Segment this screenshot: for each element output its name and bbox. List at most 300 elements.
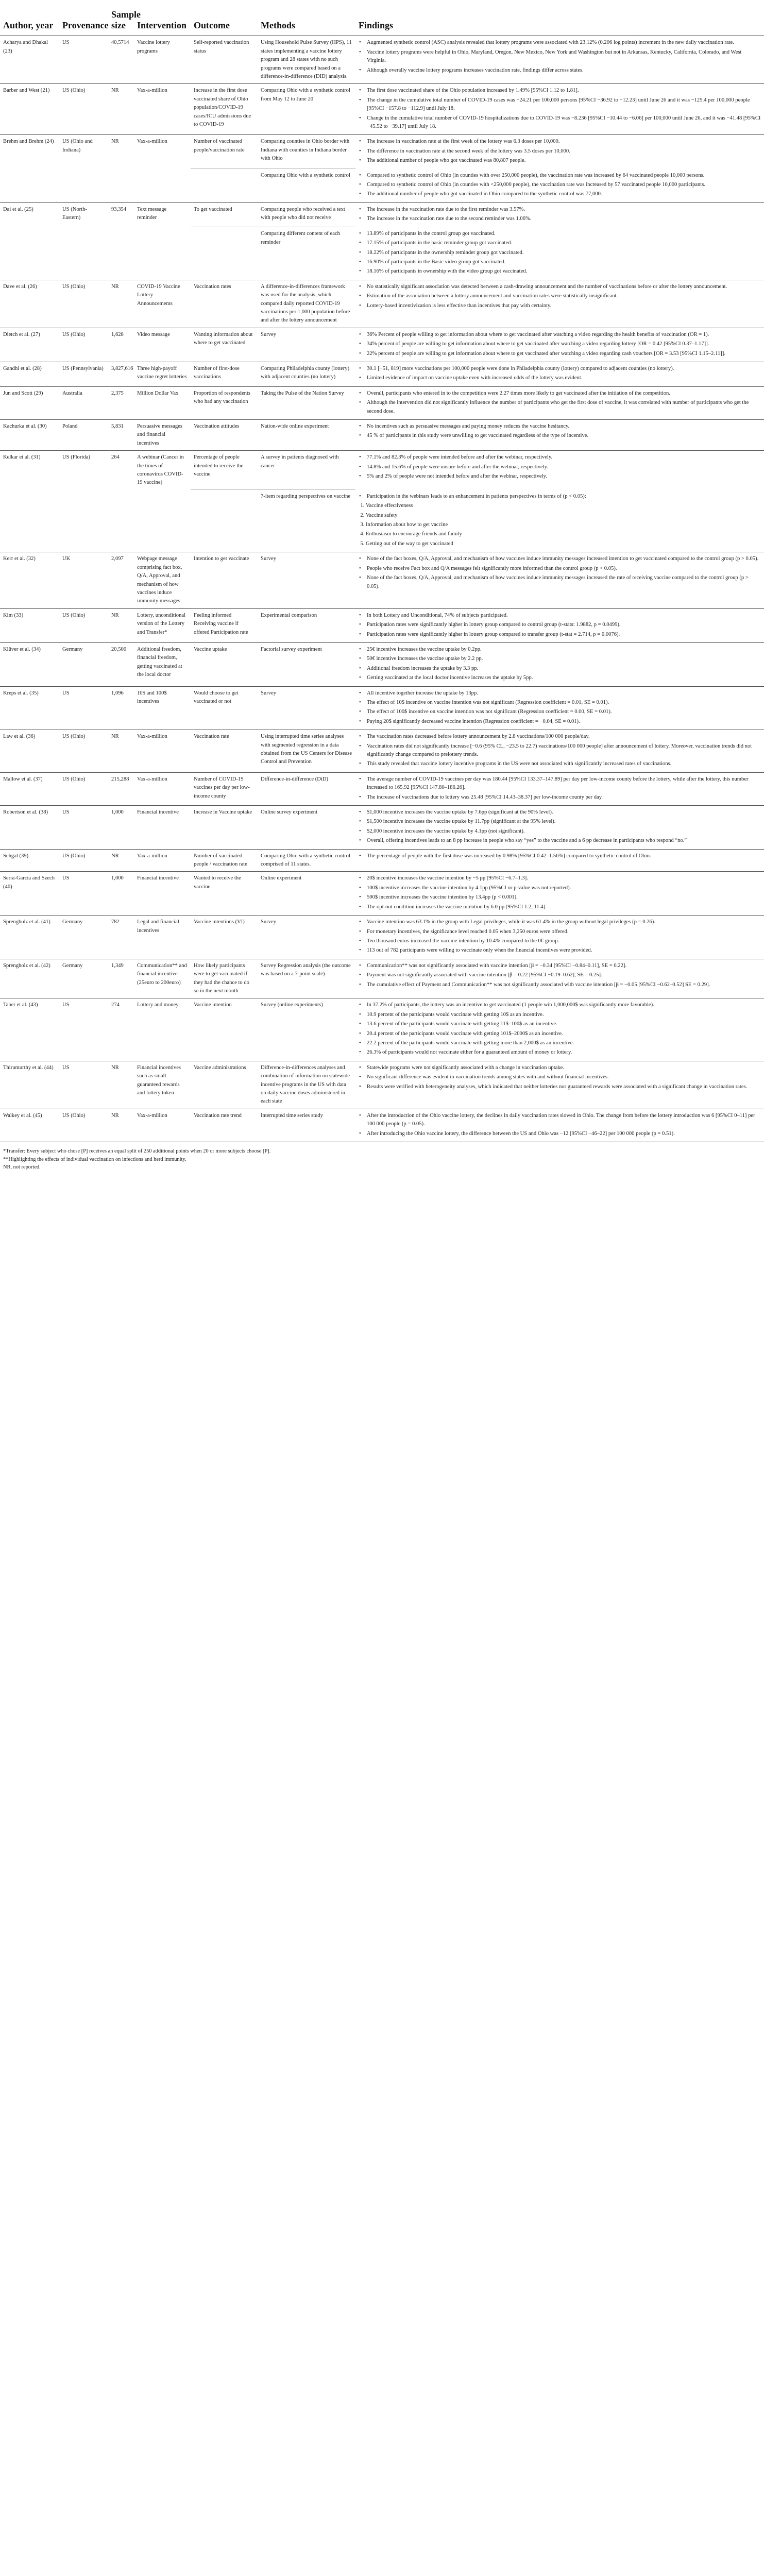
finding-item: • The additional number of people who got vaccinated was 80,807 people. [365, 157, 761, 165]
cell-author: Kachurka et al. (30) [0, 420, 59, 451]
finding-item: • 25€ incentive increases the vaccine uptake by 0.2pp. [365, 646, 761, 654]
cell-sample-size: NR [108, 84, 134, 135]
cell-author: Sprengholz et al. (42) [0, 959, 59, 998]
cell-sample-size: 2,097 [108, 552, 134, 608]
findings-list [359, 962, 761, 989]
cell-author: Dave et al. (26) [0, 280, 59, 328]
finding-item: • In 37.2% of participants, the lottery was an incentive to get vaccinated (1 people win 1,000,000$ was significantly more favorable). [365, 1001, 761, 1009]
finding-item: • None of the fact boxes, Q/A, Approval, and mechanism of how vaccines induce immunity messages increased intention to get vaccinated compared to the control group (p > 0.05). [365, 555, 761, 563]
finding-item: • The average number of COVID-19 vaccines per day was 180.44 [95%CI 133.37–147.89] per day per low-income county before the lottery, while after the lottery, this number increased to 165.92 [95%CI 147.80–186.26]. [365, 775, 761, 792]
cell-outcome: Number of COVID-19 vaccines per day per low-income county [191, 772, 258, 805]
finding-item: • 113 out of 782 participants were willing to vaccinate only when the financial incentives were provided. [365, 946, 761, 955]
finding-item: • 34% percent of people are willing to get information about where to get vaccinated after watching a video regarding lottery [OR = 0.42 [95%CI 0.37–1.17]]. [365, 340, 761, 348]
cell-sample-size: 93,354 [108, 202, 134, 227]
findings-list [359, 389, 761, 416]
cell-outcome: Number of vaccinated people/vaccination rate [191, 135, 258, 169]
cell-findings [355, 490, 764, 552]
findings-list [359, 775, 761, 802]
cell-methods: Using Household Pulse Survey (HPS), 11 states implementing a vaccine lottery program and 28 states with no such programs were compared based on a difference-in-difference (DID) analysis. [258, 36, 355, 84]
cell-sample-size: NR [108, 1109, 134, 1142]
finding-item: • 14.8% and 15.6% of people were unsure before and after the webinar, respectively. [365, 463, 761, 471]
finding-item: • 77.1% and 82.3% of people were intended before and after the webinar, respectively. [365, 453, 761, 462]
cell-author [0, 490, 59, 552]
cell-findings [355, 362, 764, 386]
cell-methods: Difference-in-difference (DiD) [258, 772, 355, 805]
finding-item: • Ten thousand euros increased the vaccine intention by 10.4% compared to the 0€ group. [365, 937, 761, 945]
finding-item: • Augmented synthetic control (ASC) analysis revealed that lottery programs were associated with 23.12% (0.206 log points) increment in the new daily vaccination rate. [365, 39, 761, 47]
cell-intervention: Legal and financial incentives [134, 916, 191, 959]
cell-methods: A difference-in-differences framework was used for the analysis, which compared daily reported COVID-19 vaccinations per 1,000 population before and after the lottery announcement [258, 280, 355, 328]
cell-outcome: Increase in the first dose vaccinated share of Ohio population/COVID-19 cases/ICU admissions due to COVID-19 [191, 84, 258, 135]
numbered-item: 2. Vaccine safety [366, 512, 761, 520]
cell-provenance: US [59, 806, 108, 850]
cell-provenance: US (Ohio) [59, 849, 108, 872]
finding-item: • Overall, offering incentives leads to an 8 pp increase in people who say “yes” to the vaccine and a 6 pp decrease in participants who respond “no.” [365, 837, 761, 845]
table-row [0, 84, 764, 135]
cell-outcome: Vaccine intentions (VI) [191, 916, 258, 959]
cell-author: Kerr et al. (32) [0, 552, 59, 608]
cell-sample-size [108, 227, 134, 280]
finding-item: • The cumulative effect of Payment and Communication** was not significantly associated with vaccine intention [β = −0.05 [95%CI −0.62–0.52] SE = 0.29]. [365, 981, 761, 989]
table-row [0, 608, 764, 642]
finding-item: • Participation rates were significantly higher in lottery group compared to transfer group (t-stat = 2.714, p = 0.0076). [365, 631, 761, 639]
numbered-item: 3. Information about how to get vaccine [366, 521, 761, 529]
cell-provenance [59, 227, 108, 280]
finding-item: • 17.15% of participants in the basic reminder group got vaccinated. [365, 239, 761, 247]
cell-sample-size: 1,000 [108, 872, 134, 916]
cell-methods: Survey [258, 328, 355, 362]
cell-findings [355, 552, 764, 608]
finding-item: • No incentives such as persuasive messages and paying money reduces the vaccine hesitancy. [365, 422, 761, 431]
cell-provenance: Germany [59, 916, 108, 959]
finding-item: • 500$ incentive increases the vaccine intention by 13.4pp (p < 0.001). [365, 893, 761, 902]
cell-sample-size: NR [108, 135, 134, 169]
table-row [0, 328, 764, 362]
cell-methods: Interrupted time series study [258, 1109, 355, 1142]
cell-outcome [191, 227, 258, 280]
table-row [0, 806, 764, 850]
cell-sample-size: 20,500 [108, 642, 134, 686]
cell-sample-size: NR [108, 730, 134, 773]
finding-item: • Payment was not significantly associated with vaccine intention [β = 0.22 [95%CI −0.19–0.62], SE = 0.25]. [365, 971, 761, 979]
cell-intervention: Communication** and financial incentive (25euro to 200euro) [134, 959, 191, 998]
cell-author: Serra-Garcia and Szech (40) [0, 872, 59, 916]
findings-list [359, 283, 761, 310]
cell-author: Walkey et al. (45) [0, 1109, 59, 1142]
finding-item: • Additional freedom increases the uptake by 3.3 pp. [365, 665, 761, 673]
findings-list [359, 493, 761, 501]
cell-author: Kelkar et al. (31) [0, 451, 59, 490]
cell-intervention: Vax-a-million [134, 84, 191, 135]
cell-findings [355, 608, 764, 642]
cell-author: Jun and Scott (29) [0, 386, 59, 419]
cell-findings [355, 686, 764, 730]
finding-item: • Getting vaccinated at the local doctor incentive increases the uptake by 5pp. [365, 674, 761, 682]
cell-findings [355, 959, 764, 998]
findings-list [359, 852, 761, 860]
cell-author: Law et al. (36) [0, 730, 59, 773]
cell-findings [355, 998, 764, 1061]
cell-sample-size: 274 [108, 998, 134, 1061]
cell-sample-size: 3,827,616 [108, 362, 134, 386]
cell-intervention: Financial incentives such as small guaranteed rewards and lottery token [134, 1061, 191, 1109]
cell-intervention: Financial incentive [134, 806, 191, 850]
cell-intervention: Persuasive messages and financial incentives [134, 420, 191, 451]
cell-intervention: Vax-a-million [134, 772, 191, 805]
footnote: NR, not reported. [3, 1164, 41, 1171]
footnote: *Transfer: Every subject who chose [P] receives an equal split of 250 additional points when 20 or more subjects choose [P]. [3, 1148, 271, 1155]
finding-item: • The increase of vaccinations due to lottery was 25.48 [95%CI 14.43–38.37] per low-income county per day. [365, 793, 761, 802]
cell-sample-size: 1,000 [108, 806, 134, 850]
finding-item: • 10.9 percent of the participants would vaccinate with getting 10$ as an incentive. [365, 1011, 761, 1019]
cell-intervention: COVID-19 Vaccine Lottery Announcements [134, 280, 191, 328]
cell-author: Sprengholz et al. (41) [0, 916, 59, 959]
cell-outcome: Vaccine uptake [191, 642, 258, 686]
finding-item: • The effect of 100$ incentive on vaccine intention was not significant (Regression coefficient = 0.00, SE = 0.01). [365, 708, 761, 716]
cell-intervention: 10$ and 100$ incentives [134, 686, 191, 730]
table-row [0, 451, 764, 490]
cell-intervention: Three high-payoff vaccine regret lotteries [134, 362, 191, 386]
cell-provenance: US (Ohio) [59, 608, 108, 642]
findings-list [359, 689, 761, 726]
cell-findings [355, 84, 764, 135]
cell-provenance: US [59, 872, 108, 916]
finding-item: • 22% percent of people are willing to get information about where to get vaccinated after watching a video regarding cash vouchers [OR = 3.53 [95%CI 1.15–2.11]]. [365, 350, 761, 358]
cell-findings [355, 328, 764, 362]
finding-item: • 5% and 2% of people were not intended before and after the webinar, respectively. [365, 472, 761, 481]
finding-item: • 36% Percent of people willing to get information about where to get vaccinated after watching a video regarding the health benefits of vaccination (OR = 1). [365, 331, 761, 339]
cell-provenance: Germany [59, 642, 108, 686]
finding-item: • The effect of 10$ incentive on vaccine intention was not significant (Regression coefficient = 0.01, SE = 0.01). [365, 699, 761, 707]
finding-item: • The vaccination rates decreased before lottery announcement by 2.8 vaccinations/100 000 people/day. [365, 733, 761, 741]
cell-methods: Survey [258, 686, 355, 730]
cell-provenance: US [59, 686, 108, 730]
cell-methods: Comparing Ohio with a synthetic control [258, 169, 355, 203]
cell-author: Sehgal (39) [0, 849, 59, 872]
cell-outcome [191, 490, 258, 552]
header-author: Author, year [0, 0, 59, 36]
cell-sample-size: NR [108, 1061, 134, 1109]
cell-author: Klüver et al. (34) [0, 642, 59, 686]
finding-item: • 18.16% of participants in ownership with the video group got vaccinated. [365, 267, 761, 276]
cell-sample-size: 1,349 [108, 959, 134, 998]
finding-item: • 20$ incentive increases the vaccine intention by −5 pp [95%CI −6.7–1.3]. [365, 874, 761, 883]
header-provenance: Provenance [59, 0, 108, 36]
numbered-item: 5. Getting out of the way to get vaccinated [366, 540, 761, 548]
cell-intervention: A webinar (Cancer in the times of coronavirus COVID-19 vaccine) [134, 451, 191, 490]
cell-methods: Comparing counties in Ohio border with Indiana with counties in Indiana border with Ohio [258, 135, 355, 169]
findings-list [359, 555, 761, 591]
cell-methods: 7-item regarding perspectives on vaccine [258, 490, 355, 552]
cell-outcome: Vaccination rate trend [191, 1109, 258, 1142]
cell-methods: Survey Regression analysis (the outcome was based on a 7-point scale) [258, 959, 355, 998]
table-row [0, 386, 764, 419]
header-intervention: Intervention [134, 0, 191, 36]
cell-findings [355, 135, 764, 169]
cell-provenance: US (Pennsylvania) [59, 362, 108, 386]
finding-item: • Communication** was not significantly associated with vaccine intention [β = −0.34 [95%CI −0.84–0.11], SE = 0.22]. [365, 962, 761, 970]
header-findings: Findings [355, 0, 764, 36]
cell-sample-size: 215,288 [108, 772, 134, 805]
cell-author [0, 169, 59, 203]
table-row [0, 280, 764, 328]
table-row [0, 552, 764, 608]
table-row [0, 362, 764, 386]
finding-item: • People who receive Fact box and Q/A messages felt significantly more informed than the control group (p < 0.05). [365, 565, 761, 573]
table-row [0, 849, 764, 872]
cell-findings [355, 849, 764, 872]
cell-intervention [134, 227, 191, 280]
findings-list [359, 230, 761, 276]
finding-item: • Results were verified with heterogeneity analyses, which indicated that neither lotteries nor guaranteed rewards were associated with a significant change in vaccination rates. [365, 1083, 761, 1091]
findings-list [359, 365, 761, 383]
findings-list [359, 172, 761, 199]
cell-provenance: US [59, 1061, 108, 1109]
finding-item: • The change in the cumulative total number of COVID-19 cases was −24.21 per 100,000 persons [95%CI −36.92 to −12.23] until June 26 and it was −125.4 per 100,000 people [95%CI −157.8 to −112.9] until July 18. [365, 96, 761, 113]
cell-methods: Using interrupted time series analyses with segmented regression in a data obtained from the US Centers for Disease Control and Prevention [258, 730, 355, 773]
cell-findings [355, 202, 764, 227]
cell-sample-size [108, 169, 134, 203]
cell-provenance: Poland [59, 420, 108, 451]
cell-intervention: Million Dollar Vax [134, 386, 191, 419]
finding-item: • $2,000 incentive increases the vaccine uptake by 4.1pp (not significant). [365, 827, 761, 836]
cell-provenance [59, 490, 108, 552]
cell-outcome: Proportion of respondents who had any vaccination [191, 386, 258, 419]
findings-list [359, 206, 761, 224]
cell-sample-size: 5,831 [108, 420, 134, 451]
cell-outcome: Vaccine intention [191, 998, 258, 1061]
cell-intervention: Financial incentive [134, 872, 191, 916]
cell-author [0, 227, 59, 280]
header-row [0, 0, 764, 36]
cell-sample-size: 1,096 [108, 686, 134, 730]
finding-item: • The difference in vaccination rate at the second week of the lottery was 3.5 doses per 10,000. [365, 147, 761, 156]
table-row [0, 642, 764, 686]
cell-findings [355, 872, 764, 916]
cell-outcome: Increase in Vaccine uptake [191, 806, 258, 850]
findings-list [359, 453, 761, 481]
finding-item: • Although overally vaccine lottery programs increases vaccination rate, findings differ across states. [365, 66, 761, 75]
cell-methods: Comparing different content of each reminder [258, 227, 355, 280]
finding-item: • Estimation of the association between a lottery announcement and vaccination rates were statistically insignificant. [365, 292, 761, 300]
cell-outcome: Self-reported vaccination status [191, 36, 258, 84]
cell-provenance: US [59, 36, 108, 84]
cell-provenance: US (North-Eastern) [59, 202, 108, 227]
cell-intervention: Vax-a-million [134, 135, 191, 169]
cell-methods: Survey [258, 552, 355, 608]
cell-intervention: Video message [134, 328, 191, 362]
cell-findings [355, 1109, 764, 1142]
cell-author: Dietch et al. (27) [0, 328, 59, 362]
findings-list [359, 646, 761, 683]
cell-author: Kreps et al. (35) [0, 686, 59, 730]
table-row [0, 872, 764, 916]
cell-outcome: Would choose to get vaccinated or not [191, 686, 258, 730]
cell-author: Gandhi et al. (28) [0, 362, 59, 386]
cell-outcome: Intention to get vaccinate [191, 552, 258, 608]
finding-item: • Statewide programs were not significantly associated with a change in vaccination uptake. [365, 1064, 761, 1072]
finding-item: • Although the intervention did not significantly influence the number of participants who get the first dose of vaccine, it was correlated with number of participants who get the second dose. [365, 399, 761, 416]
cell-provenance: UK [59, 552, 108, 608]
finding-item: • 16.90% of participants in the Basic video group got vaccinated. [365, 258, 761, 266]
studies-table [0, 0, 764, 1142]
cell-outcome: Feeling informed Receiving vaccine if offered Participation rate [191, 608, 258, 642]
numbered-item: 1. Vaccine effectiveness [366, 502, 761, 510]
table-body [0, 36, 764, 1142]
cell-methods: Factorial survey experiment [258, 642, 355, 686]
cell-intervention [134, 490, 191, 552]
findings-list [359, 1064, 761, 1091]
cell-author: Kim (33) [0, 608, 59, 642]
finding-item: • $1,000 incentive increases the vaccine uptake by 7.6pp (significant at the 90% level). [365, 808, 761, 817]
finding-item: • Change in the cumulative total number of COVID-19 hospitalizations due to COVID-19 was −8.236 [95%CI −10.44 to −6.06] per 100,000 until June 26, and it was −41.48 [95%CI −45.52 to −39.17] until July 18. [365, 114, 761, 131]
cell-intervention: Webpage message comprising fact box, Q/A, Approval, and mechanism of how vaccines induce immunity messages [134, 552, 191, 608]
finding-item: • No statistically significant association was detected between a cash-drawing announcement and the number of vaccinations before or after the lottery announcement. [365, 283, 761, 291]
finding-item: • The opt-out condition increases the vaccine intention by 6.0 pp [95%CI 1.2, 11.4]. [365, 903, 761, 911]
table-row [0, 169, 764, 203]
finding-item: • This study revealed that vaccine lottery incentive programs in the US were not associated with significantly increased rates of vaccinations. [365, 760, 761, 768]
cell-outcome: Vaccination attitudes [191, 420, 258, 451]
findings-list [359, 331, 761, 358]
cell-outcome [191, 169, 258, 203]
cell-methods: Experimental comparison [258, 608, 355, 642]
finding-item: • 13.6 percent of the participants would vaccinate with getting 11$–100$ as an incentive. [365, 1020, 761, 1028]
finding-item: • In both Lottery and Unconditional, 74% of subjects participated. [365, 612, 761, 620]
cell-author: Barber and West (21) [0, 84, 59, 135]
cell-provenance: US (Ohio and Indiana) [59, 135, 108, 169]
findings-list [359, 808, 761, 845]
finding-item: • 20.4 percent of the participants would vaccinate with getting 101$–2000$ as an incentive. [365, 1030, 761, 1038]
finding-item: • Overall, participants who entered in to the competition were 2.27 times more likely to get vaccinated after the initiation of the competition. [365, 389, 761, 398]
cell-findings [355, 36, 764, 84]
findings-list [359, 138, 761, 165]
finding-item: • The increase in the vaccination rate due to the first reminder was 3.57%. [365, 206, 761, 214]
cell-provenance: US (Ohio) [59, 280, 108, 328]
cell-sample-size: NR [108, 608, 134, 642]
findings-list [359, 1112, 761, 1138]
cell-provenance: US (Ohio) [59, 328, 108, 362]
cell-outcome: Vaccination rates [191, 280, 258, 328]
finding-item: • Participation rates were significantly higher in lottery group compared to control group (t-stats: 1.9882, p = 0.0499). [365, 621, 761, 629]
table-row [0, 772, 764, 805]
finding-item: • Compared to synthetic control of Ohio (in counties with <250,000 people), the vaccination rate was increased by 57 vaccinated people 10,000 participants. [365, 181, 761, 189]
cell-findings [355, 642, 764, 686]
cell-methods: Comparing Ohio with a synthetic control from May 12 to June 20 [258, 84, 355, 135]
table-row [0, 686, 764, 730]
cell-methods: Survey [258, 916, 355, 959]
cell-intervention [134, 169, 191, 203]
findings-list [359, 874, 761, 911]
cell-provenance: US (Ohio) [59, 772, 108, 805]
cell-provenance [59, 169, 108, 203]
cell-methods: Comparing people who received a text with people who did not receive [258, 202, 355, 227]
finding-item: • Vaccine intention was 63.1% in the group with Legal privileges, while it was 61.4% in the group without legal privileges (p = 0.26). [365, 918, 761, 926]
cell-outcome: How likely participants were to get vaccinated if they had the chance to do so in the next month [191, 959, 258, 998]
table-row [0, 227, 764, 280]
findings-list [359, 918, 761, 955]
cell-outcome: Wanting information about where to get vaccinated [191, 328, 258, 362]
cell-methods: Comparing Ohio with a synthetic control comprised of 11 states. [258, 849, 355, 872]
findings-list [359, 422, 761, 440]
finding-item: • Paying 20$ significantly decreased vaccine intention (Regression coefficient = −0.04, SE = 0.01). [365, 718, 761, 726]
page [0, 0, 764, 1178]
finding-item: • The additional number of people who got vaccinated in Ohio compared to the synthetic control was 77,000. [365, 190, 761, 198]
finding-item: • 13.89% of participants in the control group got vaccinated. [365, 230, 761, 238]
finding-item: • Lottery-based incentivization is less effective than incentives that pay with certainty. [365, 302, 761, 310]
cell-findings [355, 420, 764, 451]
finding-item: • 30.1 [−51, 819] more vaccinations per 100,000 people were done in Philadelphia county (lottery) compared to adjacent counties (no lottery). [365, 365, 761, 373]
finding-item: • 18.22% of participants in the ownership reminder group got vaccinated. [365, 249, 761, 257]
cell-provenance: Germany [59, 959, 108, 998]
finding-item: • The increase in vaccination rate at the first week of the lottery was 6.3 doses per 10,000. [365, 138, 761, 146]
cell-author: Thirumurthy et al. (44) [0, 1061, 59, 1109]
cell-intervention: Vaccine lottery programs [134, 36, 191, 84]
table-row [0, 490, 764, 552]
cell-findings [355, 1061, 764, 1109]
cell-provenance: US (Ohio) [59, 730, 108, 773]
table-row [0, 1061, 764, 1109]
findings-list [359, 612, 761, 639]
cell-methods: A survey in patients diagnosed with cancer [258, 451, 355, 490]
cell-author: Mallow et al. (37) [0, 772, 59, 805]
cell-sample-size: NR [108, 280, 134, 328]
cell-intervention: Text message reminder [134, 202, 191, 227]
findings-list [359, 733, 761, 769]
header-outcome: Outcome [191, 0, 258, 36]
finding-item: • Vaccination rates did not significantly increase [−0.6 (95% CL, −23.5 to 22.7) vaccinations/100 000 people] after announcement of lottery. Moreover, vaccination trends did not significantly change compared to prelottery trends. [365, 742, 761, 759]
cell-outcome: Number of first-dose vaccinations [191, 362, 258, 386]
cell-methods: Taking the Pulse of the Nation Survey [258, 386, 355, 419]
cell-findings [355, 386, 764, 419]
cell-methods: Difference-in-differences analyses and combination of information on statewide incentive programs in the US with data on daily vaccine doses administered in each state [258, 1061, 355, 1109]
cell-findings [355, 730, 764, 773]
cell-provenance: US (Florida) [59, 451, 108, 490]
finding-item: • The first dose vaccinated share of the Ohio population increased by 1.49% [95%CI 1.12 to 1.81]. [365, 87, 761, 95]
finding-item: • Limited evidence of impact on vaccine uptake even with increased odds of the lottery was evident. [365, 374, 761, 382]
cell-outcome: To get vaccinated [191, 202, 258, 227]
cell-outcome: Wanted to receive the vaccine [191, 872, 258, 916]
findings-list [359, 39, 761, 75]
cell-author: Dai et al. (25) [0, 202, 59, 227]
finding-item: • 22.2 percent of the participants would vaccinate with getting more than 2,000$ as an incentive. [365, 1039, 761, 1047]
cell-intervention: Lottery, unconditional version of the Lottery and Transfer* [134, 608, 191, 642]
cell-methods: Online experiment [258, 872, 355, 916]
finding-item: • Vaccine lottery programs were helpful in Ohio, Maryland, Oregon, New Mexico, New York and Washington but not in Arkansas, Kentucky, California, Colorado, and West Virginia. [365, 48, 761, 65]
cell-findings [355, 227, 764, 280]
finding-item: • After the introduction of the Ohio vaccine lottery, the declines in daily vaccination rates slowed in Ohio. The change from before the lottery introduction was 6 [95%CI 0–11] per 100 000 people (p = 0.05). [365, 1112, 761, 1129]
cell-author: Robertson et al. (38) [0, 806, 59, 850]
cell-sample-size: 782 [108, 916, 134, 959]
table-row [0, 959, 764, 998]
cell-sample-size: 1,628 [108, 328, 134, 362]
cell-author: Brehm and Brehm (24) [0, 135, 59, 169]
cell-intervention: Vax-a-million [134, 1109, 191, 1142]
header-sample-size: Sample size [108, 0, 134, 36]
cell-provenance: US (Ohio) [59, 1109, 108, 1142]
cell-provenance: US (Ohio) [59, 84, 108, 135]
finding-item: • For monetary incentives, the significance level reached 0.05 when 3,250 euros were offered. [365, 928, 761, 936]
cell-outcome: Percentage of people intended to receive the vaccine [191, 451, 258, 490]
finding-item: • The percentage of people with the first dose was increased by 0.98% [95%CI 0.42–1.56%] compared to synthetic control of Ohio. [365, 852, 761, 860]
numbered-item: 4. Enthusiasm to encourage friends and family [366, 530, 761, 538]
cell-findings [355, 169, 764, 203]
cell-outcome: Vaccination rate [191, 730, 258, 773]
table-row [0, 36, 764, 84]
finding-item: • $1,500 incentive increases the vaccine uptake by 11.7pp (significant at the 95% level). [365, 818, 761, 826]
cell-sample-size: 2,375 [108, 386, 134, 419]
cell-provenance: US [59, 998, 108, 1061]
cell-sample-size: 264 [108, 451, 134, 490]
